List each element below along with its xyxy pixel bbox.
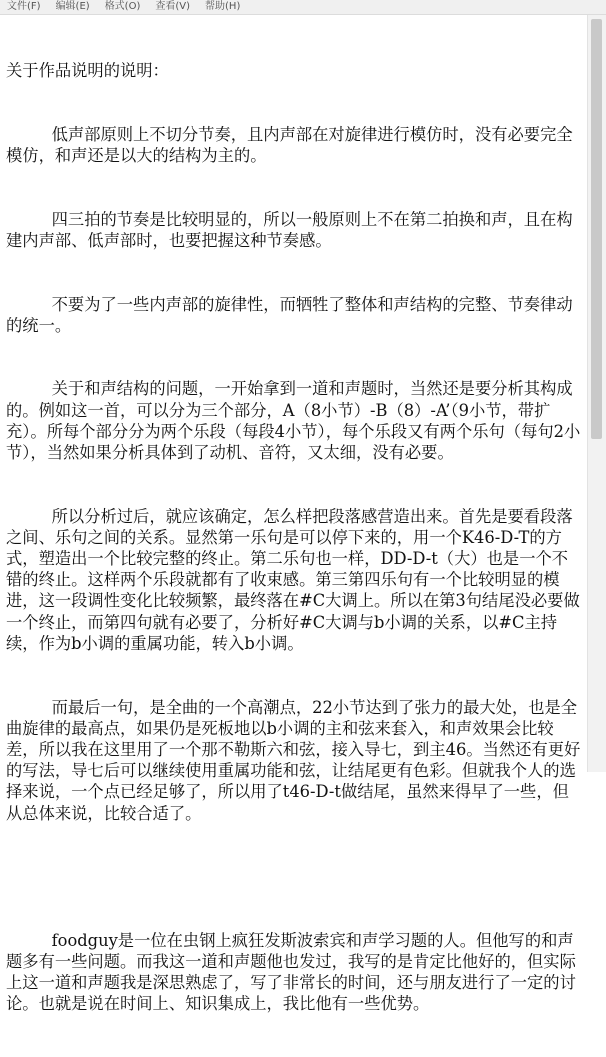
menu-help[interactable]: 帮助(H) [205, 1, 241, 12]
paragraph-6: 而最后一句，是全曲的一个高潮点，22小节达到了张力的最大处，也是全曲旋律的最高点，如果仍是死板地以b小调的主和弦来套入，和声效果会比较差，所以我在这里用了一个那不勒斯六和弦，接入导七，到主46。当然还有更好的写法，导七后可以继续使用重属功能和弦，让结尾更有色彩。但就我个人的选择来说，一个点已经足够了，所以用了t46-D-t做结尾，虽然来得早了一些，但从总体来说，比较合适了。 [6, 697, 581, 823]
menu-view[interactable]: 查看(V) [155, 1, 191, 12]
menu-edit[interactable]: 编辑(E) [55, 1, 90, 12]
blank-line [6, 866, 584, 887]
menu-bar [0, 0, 606, 15]
document-text[interactable] [6, 18, 584, 1057]
scrollbar-thumb[interactable] [591, 19, 602, 439]
menu-file[interactable]: 文件(F) [7, 1, 41, 12]
paragraph-2: 四三拍的节奏是比较明显的，所以一般原则上不在第二拍换和声，且在构建内声部、低声部时，也要把握这种节奏感。 [6, 209, 573, 251]
text-editor[interactable] [0, 15, 588, 1014]
paragraph-1: 低声部原则上不切分节奏，且内声部在对旋律进行模仿时，没有必要完全模仿，和声还是以大的结构为主的。 [6, 125, 573, 166]
paragraph-3: 不要为了一些内声部的旋律性，而牺牲了整体和声结构的完整、节奏律动的统一。 [6, 294, 573, 335]
menu-format[interactable]: 格式(O) [104, 1, 141, 12]
vertical-scrollbar[interactable] [587, 15, 606, 772]
paragraph-7: foodguy是一位在虫钢上疯狂发斯波索宾和声学习题的人。但他写的和声题多有一些问题。而我这一道和声题他也发过，我写的是肯定比他好的，但实际上这一道和声题我是深思熟虑了，写了非常长的时间，还与朋友进行了一定的讨论。也就是说在时间上、知识集成上，我比他有一些优势。 [6, 930, 576, 1014]
paragraph-5: 所以分析过后，就应该确定，怎么样把段落感营造出来。首先是要看段落之间、乐句之间的关系。显然第一乐句是可以停下来的，用一个K46-D-T的方式，塑造出一个比较完整的终止。第二乐句也一样，DD-D-t（大）也是一个不错的终止。这样两个乐段就都有了收束感。第三第四乐句有一个比较明显的模进，这一段调性变化比较频繁，最终落在#C大调上。所以在第3句结尾没必要做一个终止，而第四句就有必要了，分析好#C大调与b小调的关系，以#C主持续，作为b小调的重属功能，转入b小调。 [6, 506, 580, 653]
paragraph-4: 关于和声结构的问题，一开始拿到一道和声题时，当然还是要分析其构成的。例如这一首，可以分为三个部分，A（8小节）-B（8）-A’（9小节，带扩充）。所每个部分分为两个乐段（每段4小节），每个乐段又有两个乐句（每句2小节），当然如果分析具体到了动机、音符，又太细，没有必要。 [6, 379, 581, 463]
document-title: 关于作品说明的说明： [6, 61, 169, 81]
